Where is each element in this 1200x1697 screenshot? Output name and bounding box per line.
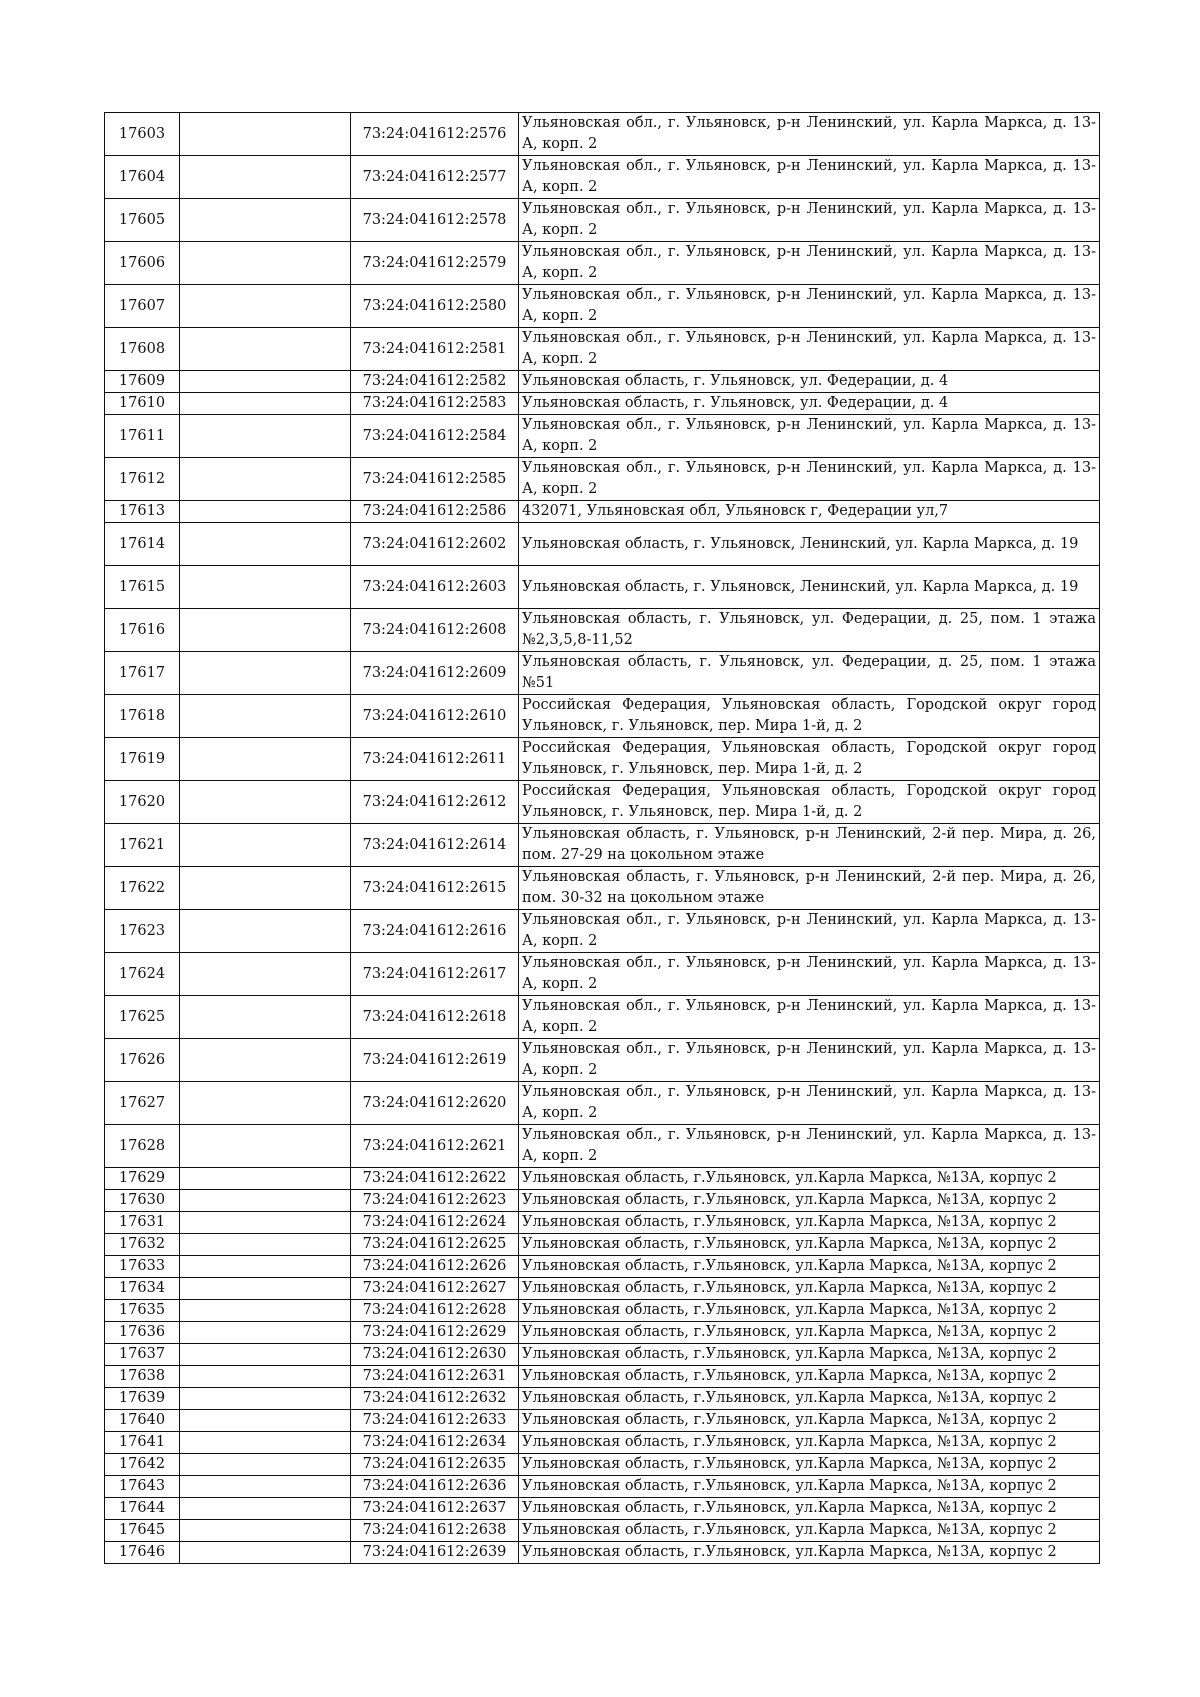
cadastral-number-cell: 73:24:041612:2602 [351, 523, 519, 566]
empty-cell [180, 371, 351, 393]
empty-cell [180, 328, 351, 371]
address-cell: Ульяновская обл., г. Ульяновск, р-н Ленинский, ул. Карла Маркса, д. 13-А, корп. 2 [519, 415, 1100, 458]
table-row [105, 242, 1100, 285]
table-row [105, 953, 1100, 996]
empty-cell [180, 824, 351, 867]
table-row [105, 393, 1100, 415]
table-row [105, 652, 1100, 695]
address-cell: Ульяновская область, г. Ульяновск, ул. Федерации, д. 25, пом. 1 этажа №2,3,5,8-11,52 [519, 609, 1100, 652]
empty-cell [180, 458, 351, 501]
table-row [105, 1520, 1100, 1542]
table-row [105, 156, 1100, 199]
cadastral-number-cell: 73:24:041612:2614 [351, 824, 519, 867]
address-cell: Ульяновская область, г. Ульяновск, р-н Ленинский, 2-й пер. Мира, д. 26, пом. 30-32 на цокольном этаже [519, 867, 1100, 910]
address-cell: Ульяновская область, г.Ульяновск, ул.Карла Маркса, №13А, корпус 2 [519, 1168, 1100, 1190]
cadastral-number-cell: 73:24:041612:2621 [351, 1125, 519, 1168]
empty-cell [180, 1082, 351, 1125]
table-row [105, 910, 1100, 953]
row-number-cell: 17646 [105, 1542, 180, 1564]
address-cell: Ульяновская область, г.Ульяновск, ул.Карла Маркса, №13А, корпус 2 [519, 1278, 1100, 1300]
address-cell: Ульяновская обл., г. Ульяновск, р-н Ленинский, ул. Карла Маркса, д. 13-А, корп. 2 [519, 910, 1100, 953]
empty-cell [180, 523, 351, 566]
row-number-cell: 17632 [105, 1234, 180, 1256]
empty-cell [180, 566, 351, 609]
cadastral-number-cell: 73:24:041612:2624 [351, 1212, 519, 1234]
row-number-cell: 17620 [105, 781, 180, 824]
empty-cell [180, 285, 351, 328]
table-row [105, 867, 1100, 910]
empty-cell [180, 867, 351, 910]
table-row [105, 1190, 1100, 1212]
address-cell: Ульяновская область, г.Ульяновск, ул.Карла Маркса, №13А, корпус 2 [519, 1432, 1100, 1454]
empty-cell [180, 1125, 351, 1168]
table-row [105, 415, 1100, 458]
row-number-cell: 17610 [105, 393, 180, 415]
address-cell: Ульяновская обл., г. Ульяновск, р-н Ленинский, ул. Карла Маркса, д. 13-А, корп. 2 [519, 156, 1100, 199]
row-number-cell: 17607 [105, 285, 180, 328]
address-cell: Ульяновская обл., г. Ульяновск, р-н Ленинский, ул. Карла Маркса, д. 13-А, корп. 2 [519, 458, 1100, 501]
table-row [105, 1498, 1100, 1520]
empty-cell [180, 501, 351, 523]
table-row [105, 1322, 1100, 1344]
empty-cell [180, 1366, 351, 1388]
cadastral-number-cell: 73:24:041612:2630 [351, 1344, 519, 1366]
empty-cell [180, 652, 351, 695]
address-cell: Ульяновская область, г.Ульяновск, ул.Карла Маркса, №13А, корпус 2 [519, 1322, 1100, 1344]
table-row [105, 824, 1100, 867]
address-cell: Ульяновская область, г.Ульяновск, ул.Карла Маркса, №13А, корпус 2 [519, 1542, 1100, 1564]
cadastral-number-cell: 73:24:041612:2578 [351, 199, 519, 242]
table-row [105, 523, 1100, 566]
row-number-cell: 17619 [105, 738, 180, 781]
cadastral-number-cell: 73:24:041612:2639 [351, 1542, 519, 1564]
cadastral-number-cell: 73:24:041612:2608 [351, 609, 519, 652]
address-cell: 432071, Ульяновская обл, Ульяновск г, Федерации ул,7 [519, 501, 1100, 523]
cadastral-number-cell: 73:24:041612:2616 [351, 910, 519, 953]
row-number-cell: 17624 [105, 953, 180, 996]
address-cell: Ульяновская область, г. Ульяновск, ул. Федерации, д. 4 [519, 371, 1100, 393]
empty-cell [180, 738, 351, 781]
table-row [105, 199, 1100, 242]
cadastral-number-cell: 73:24:041612:2582 [351, 371, 519, 393]
address-cell: Ульяновская обл., г. Ульяновск, р-н Ленинский, ул. Карла Маркса, д. 13-А, корп. 2 [519, 199, 1100, 242]
table-row [105, 609, 1100, 652]
empty-cell [180, 1234, 351, 1256]
cadastral-number-cell: 73:24:041612:2622 [351, 1168, 519, 1190]
empty-cell [180, 953, 351, 996]
cadastral-number-cell: 73:24:041612:2631 [351, 1366, 519, 1388]
table-row [105, 1300, 1100, 1322]
cadastral-number-cell: 73:24:041612:2628 [351, 1300, 519, 1322]
row-number-cell: 17604 [105, 156, 180, 199]
table-row [105, 1388, 1100, 1410]
address-cell: Ульяновская область, г.Ульяновск, ул.Карла Маркса, №13А, корпус 2 [519, 1388, 1100, 1410]
table-row [105, 1432, 1100, 1454]
address-cell: Ульяновская область, г.Ульяновск, ул.Карла Маркса, №13А, корпус 2 [519, 1476, 1100, 1498]
address-cell: Ульяновская область, г. Ульяновск, Ленинский, ул. Карла Маркса, д. 19 [519, 566, 1100, 609]
cadastral-number-cell: 73:24:041612:2576 [351, 113, 519, 156]
address-cell: Ульяновская область, г.Ульяновск, ул.Карла Маркса, №13А, корпус 2 [519, 1410, 1100, 1432]
empty-cell [180, 695, 351, 738]
empty-cell [180, 910, 351, 953]
empty-cell [180, 1300, 351, 1322]
address-cell: Ульяновская область, г.Ульяновск, ул.Карла Маркса, №13А, корпус 2 [519, 1234, 1100, 1256]
cadastral-number-cell: 73:24:041612:2626 [351, 1256, 519, 1278]
empty-cell [180, 1039, 351, 1082]
cadastral-number-cell: 73:24:041612:2636 [351, 1476, 519, 1498]
empty-cell [180, 199, 351, 242]
row-number-cell: 17640 [105, 1410, 180, 1432]
empty-cell [180, 781, 351, 824]
address-cell: Ульяновская обл., г. Ульяновск, р-н Ленинский, ул. Карла Маркса, д. 13-А, корп. 2 [519, 328, 1100, 371]
row-number-cell: 17611 [105, 415, 180, 458]
row-number-cell: 17638 [105, 1366, 180, 1388]
row-number-cell: 17603 [105, 113, 180, 156]
cadastral-number-cell: 73:24:041612:2629 [351, 1322, 519, 1344]
cadastral-number-cell: 73:24:041612:2632 [351, 1388, 519, 1410]
cadastral-number-cell: 73:24:041612:2623 [351, 1190, 519, 1212]
cadastral-number-cell: 73:24:041612:2610 [351, 695, 519, 738]
cadastral-number-cell: 73:24:041612:2577 [351, 156, 519, 199]
address-cell: Ульяновская область, г.Ульяновск, ул.Карла Маркса, №13А, корпус 2 [519, 1344, 1100, 1366]
table-row [105, 1234, 1100, 1256]
table-row [105, 1476, 1100, 1498]
table-row [105, 1366, 1100, 1388]
empty-cell [180, 1344, 351, 1366]
cadastral-number-cell: 73:24:041612:2634 [351, 1432, 519, 1454]
row-number-cell: 17634 [105, 1278, 180, 1300]
address-cell: Ульяновская область, г.Ульяновск, ул.Карла Маркса, №13А, корпус 2 [519, 1520, 1100, 1542]
empty-cell [180, 1256, 351, 1278]
empty-cell [180, 1498, 351, 1520]
table-row [105, 1542, 1100, 1564]
address-cell: Ульяновская область, г.Ульяновск, ул.Карла Маркса, №13А, корпус 2 [519, 1498, 1100, 1520]
empty-cell [180, 156, 351, 199]
cadastral-number-cell: 73:24:041612:2581 [351, 328, 519, 371]
cadastral-number-cell: 73:24:041612:2638 [351, 1520, 519, 1542]
cadastral-number-cell: 73:24:041612:2635 [351, 1454, 519, 1476]
address-cell: Ульяновская обл., г. Ульяновск, р-н Ленинский, ул. Карла Маркса, д. 13-А, корп. 2 [519, 953, 1100, 996]
table-row [105, 1410, 1100, 1432]
cadastral-number-cell: 73:24:041612:2603 [351, 566, 519, 609]
address-cell: Ульяновская область, г.Ульяновск, ул.Карла Маркса, №13А, корпус 2 [519, 1454, 1100, 1476]
row-number-cell: 17613 [105, 501, 180, 523]
empty-cell [180, 1432, 351, 1454]
address-cell: Ульяновская обл., г. Ульяновск, р-н Ленинский, ул. Карла Маркса, д. 13-А, корп. 2 [519, 242, 1100, 285]
table-row [105, 566, 1100, 609]
row-number-cell: 17618 [105, 695, 180, 738]
table-row [105, 738, 1100, 781]
cadastral-number-cell: 73:24:041612:2619 [351, 1039, 519, 1082]
empty-cell [180, 1322, 351, 1344]
cadastral-number-cell: 73:24:041612:2583 [351, 393, 519, 415]
table-row [105, 1454, 1100, 1476]
row-number-cell: 17629 [105, 1168, 180, 1190]
cadastral-number-cell: 73:24:041612:2625 [351, 1234, 519, 1256]
row-number-cell: 17642 [105, 1454, 180, 1476]
row-number-cell: 17615 [105, 566, 180, 609]
row-number-cell: 17630 [105, 1190, 180, 1212]
table-row [105, 695, 1100, 738]
row-number-cell: 17606 [105, 242, 180, 285]
row-number-cell: 17631 [105, 1212, 180, 1234]
table-row [105, 1344, 1100, 1366]
row-number-cell: 17612 [105, 458, 180, 501]
row-number-cell: 17608 [105, 328, 180, 371]
row-number-cell: 17626 [105, 1039, 180, 1082]
empty-cell [180, 1278, 351, 1300]
cadastral-number-cell: 73:24:041612:2627 [351, 1278, 519, 1300]
table-row [105, 285, 1100, 328]
table-row [105, 371, 1100, 393]
cadastral-number-cell: 73:24:041612:2633 [351, 1410, 519, 1432]
row-number-cell: 17609 [105, 371, 180, 393]
empty-cell [180, 609, 351, 652]
row-number-cell: 17633 [105, 1256, 180, 1278]
row-number-cell: 17614 [105, 523, 180, 566]
empty-cell [180, 1476, 351, 1498]
table-row [105, 501, 1100, 523]
row-number-cell: 17616 [105, 609, 180, 652]
cadastral-number-cell: 73:24:041612:2585 [351, 458, 519, 501]
table-row [105, 996, 1100, 1039]
empty-cell [180, 113, 351, 156]
address-cell: Ульяновская обл., г. Ульяновск, р-н Ленинский, ул. Карла Маркса, д. 13-А, корп. 2 [519, 1082, 1100, 1125]
empty-cell [180, 1454, 351, 1476]
row-number-cell: 17628 [105, 1125, 180, 1168]
cadastral-number-cell: 73:24:041612:2620 [351, 1082, 519, 1125]
row-number-cell: 17623 [105, 910, 180, 953]
empty-cell [180, 1410, 351, 1432]
row-number-cell: 17637 [105, 1344, 180, 1366]
empty-cell [180, 996, 351, 1039]
address-cell: Ульяновская область, г.Ульяновск, ул.Карла Маркса, №13А, корпус 2 [519, 1300, 1100, 1322]
table-row [105, 1168, 1100, 1190]
cadastral-number-cell: 73:24:041612:2617 [351, 953, 519, 996]
registry-table-body [105, 113, 1100, 1564]
table-row [105, 328, 1100, 371]
row-number-cell: 17641 [105, 1432, 180, 1454]
address-cell: Ульяновская область, г. Ульяновск, Ленинский, ул. Карла Маркса, д. 19 [519, 523, 1100, 566]
empty-cell [180, 393, 351, 415]
table-row [105, 458, 1100, 501]
cadastral-number-cell: 73:24:041612:2612 [351, 781, 519, 824]
empty-cell [180, 1212, 351, 1234]
row-number-cell: 17621 [105, 824, 180, 867]
cadastral-number-cell: 73:24:041612:2586 [351, 501, 519, 523]
empty-cell [180, 1520, 351, 1542]
cadastral-number-cell: 73:24:041612:2615 [351, 867, 519, 910]
table-row [105, 113, 1100, 156]
table-row [105, 1278, 1100, 1300]
row-number-cell: 17635 [105, 1300, 180, 1322]
table-row [105, 781, 1100, 824]
address-cell: Ульяновская обл., г. Ульяновск, р-н Ленинский, ул. Карла Маркса, д. 13-А, корп. 2 [519, 113, 1100, 156]
address-cell: Ульяновская обл., г. Ульяновск, р-н Ленинский, ул. Карла Маркса, д. 13-А, корп. 2 [519, 996, 1100, 1039]
address-cell: Ульяновская область, г. Ульяновск, р-н Ленинский, 2-й пер. Мира, д. 26, пом. 27-29 на цокольном этаже [519, 824, 1100, 867]
address-cell: Ульяновская область, г.Ульяновск, ул.Карла Маркса, №13А, корпус 2 [519, 1212, 1100, 1234]
address-cell: Российская Федерация, Ульяновская область, Городской округ город Ульяновск, г. Ульяновск, пер. Мира 1-й, д. 2 [519, 738, 1100, 781]
cadastral-number-cell: 73:24:041612:2637 [351, 1498, 519, 1520]
row-number-cell: 17605 [105, 199, 180, 242]
address-cell: Ульяновская область, г. Ульяновск, ул. Федерации, д. 25, пом. 1 этажа №51 [519, 652, 1100, 695]
address-cell: Российская Федерация, Ульяновская область, Городской округ город Ульяновск, г. Ульяновск, пер. Мира 1-й, д. 2 [519, 695, 1100, 738]
empty-cell [180, 1190, 351, 1212]
row-number-cell: 17643 [105, 1476, 180, 1498]
row-number-cell: 17644 [105, 1498, 180, 1520]
table-row [105, 1212, 1100, 1234]
cadastral-number-cell: 73:24:041612:2584 [351, 415, 519, 458]
cadastral-number-cell: 73:24:041612:2609 [351, 652, 519, 695]
row-number-cell: 17645 [105, 1520, 180, 1542]
row-number-cell: 17639 [105, 1388, 180, 1410]
registry-table [104, 112, 1100, 1564]
empty-cell [180, 242, 351, 285]
address-cell: Ульяновская обл., г. Ульяновск, р-н Ленинский, ул. Карла Маркса, д. 13-А, корп. 2 [519, 1125, 1100, 1168]
row-number-cell: 17625 [105, 996, 180, 1039]
address-cell: Ульяновская область, г.Ульяновск, ул.Карла Маркса, №13А, корпус 2 [519, 1190, 1100, 1212]
cadastral-number-cell: 73:24:041612:2618 [351, 996, 519, 1039]
empty-cell [180, 1542, 351, 1564]
empty-cell [180, 1168, 351, 1190]
table-row [105, 1256, 1100, 1278]
address-cell: Ульяновская область, г. Ульяновск, ул. Федерации, д. 4 [519, 393, 1100, 415]
table-row [105, 1082, 1100, 1125]
empty-cell [180, 415, 351, 458]
cadastral-number-cell: 73:24:041612:2579 [351, 242, 519, 285]
row-number-cell: 17636 [105, 1322, 180, 1344]
cadastral-number-cell: 73:24:041612:2611 [351, 738, 519, 781]
table-row [105, 1125, 1100, 1168]
row-number-cell: 17622 [105, 867, 180, 910]
row-number-cell: 17617 [105, 652, 180, 695]
cadastral-number-cell: 73:24:041612:2580 [351, 285, 519, 328]
row-number-cell: 17627 [105, 1082, 180, 1125]
address-cell: Ульяновская обл., г. Ульяновск, р-н Ленинский, ул. Карла Маркса, д. 13-А, корп. 2 [519, 285, 1100, 328]
address-cell: Ульяновская область, г.Ульяновск, ул.Карла Маркса, №13А, корпус 2 [519, 1256, 1100, 1278]
table-row [105, 1039, 1100, 1082]
address-cell: Ульяновская обл., г. Ульяновск, р-н Ленинский, ул. Карла Маркса, д. 13-А, корп. 2 [519, 1039, 1100, 1082]
empty-cell [180, 1388, 351, 1410]
address-cell: Российская Федерация, Ульяновская область, Городской округ город Ульяновск, г. Ульяновск, пер. Мира 1-й, д. 2 [519, 781, 1100, 824]
address-cell: Ульяновская область, г.Ульяновск, ул.Карла Маркса, №13А, корпус 2 [519, 1366, 1100, 1388]
